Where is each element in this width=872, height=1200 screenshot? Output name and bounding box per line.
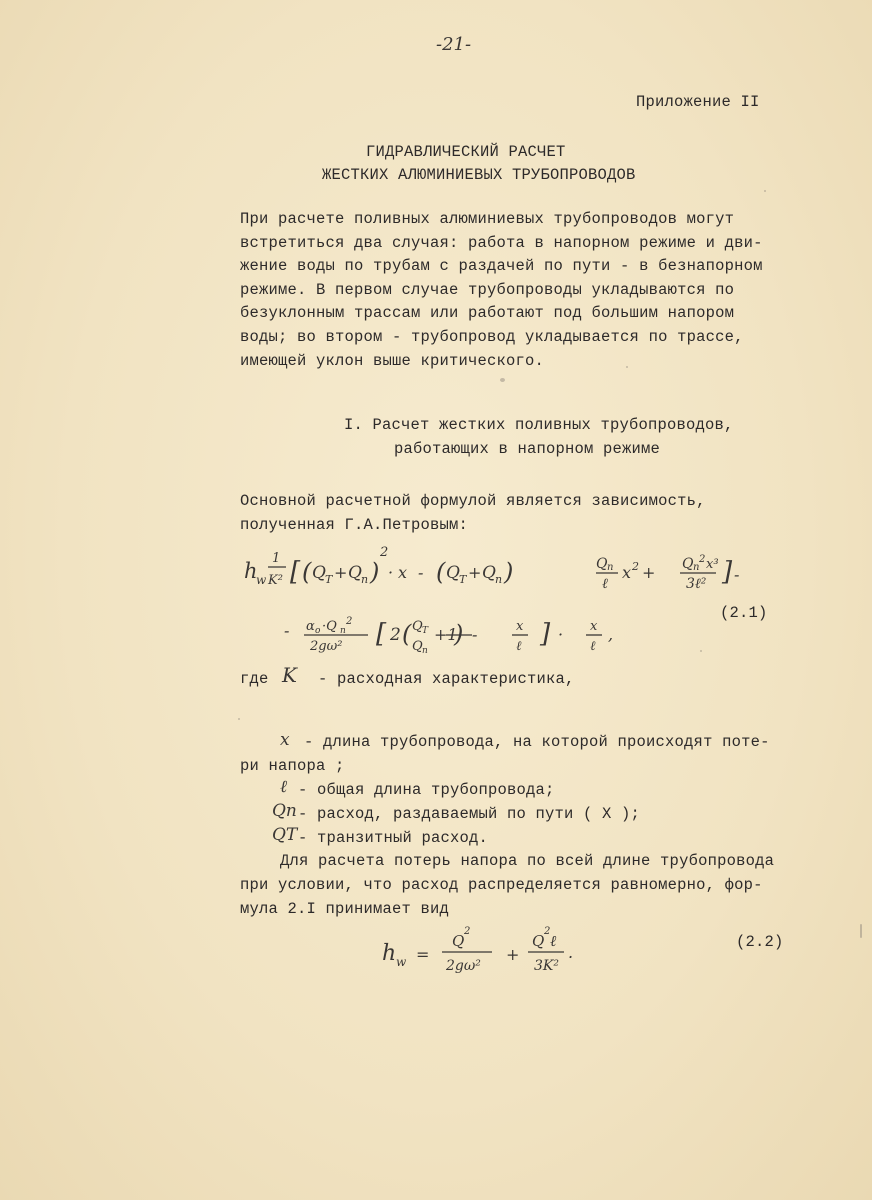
svg-text:+: +	[642, 563, 656, 582]
intro-line: При расчете поливных алюминиевых трубопроводов могут	[240, 210, 735, 228]
svg-text:+: +	[506, 945, 520, 964]
definition-symbol: Qп	[272, 801, 297, 821]
svg-text:[: [	[376, 619, 387, 649]
title-line-2: ЖЕСТКИХ АЛЮМИНИЕВЫХ ТРУБОПРОВОДОВ	[322, 166, 636, 184]
equation-2-2	[378, 920, 608, 990]
closing-line: мула 2.I принимает вид	[240, 900, 450, 918]
svg-text:п: п	[361, 573, 369, 586]
svg-text:Q: Q	[532, 932, 545, 950]
svg-text:Q: Q	[412, 619, 423, 634]
equation-2-2-drawing	[378, 920, 608, 990]
svg-text:п: п	[495, 573, 503, 586]
formula-intro	[240, 490, 800, 537]
intro-line: безуклонным трассам или работают под большим напором	[240, 304, 735, 323]
svg-text:·Q: ·Q	[322, 619, 337, 634]
svg-text:]: ]	[722, 557, 733, 587]
intro-line: встретиться два случая: работа в напорном режиме и дви-	[240, 233, 763, 252]
svg-text:·: ·	[388, 563, 394, 582]
svg-text:): )	[504, 558, 514, 586]
svg-text:Q: Q	[596, 556, 608, 572]
svg-text:x: x	[398, 563, 408, 582]
svg-text:(: (	[302, 558, 312, 586]
svg-text:T: T	[325, 573, 333, 586]
svg-text:2: 2	[390, 625, 401, 645]
svg-text:2: 2	[632, 560, 639, 573]
svg-text:(: (	[436, 558, 446, 586]
svg-text:2: 2	[380, 545, 389, 560]
svg-text:2gω²: 2gω²	[446, 958, 481, 974]
paper-speck	[500, 378, 505, 382]
svg-text:о: о	[315, 626, 321, 636]
svg-text:x: x	[622, 563, 632, 582]
svg-text:,: ,	[608, 625, 614, 644]
svg-text:2: 2	[464, 926, 471, 937]
section-heading-line-1: I. Расчет жестких поливных трубопроводов,	[344, 416, 734, 434]
where-symbol-k: K	[282, 663, 297, 687]
formula-intro-line: Основной расчетной формулой является зависимость,	[240, 492, 706, 510]
definition-text: - общая длина трубопровода;	[298, 781, 555, 799]
equation-2-1	[240, 540, 800, 660]
where-description: - расходная характеристика,	[318, 670, 575, 688]
definition-text: - длина трубопровода, на которой происходят поте-	[304, 733, 770, 751]
definition-text: - транзитный расход.	[298, 829, 489, 847]
svg-text:ℓ: ℓ	[602, 576, 608, 592]
svg-text:-: -	[472, 625, 478, 644]
appendix-label: Приложение II	[636, 93, 760, 111]
svg-text:[: [	[290, 557, 301, 587]
svg-text:w: w	[256, 573, 267, 587]
svg-text:(: (	[402, 620, 412, 648]
svg-text:Q: Q	[452, 932, 465, 950]
title-line-1: ГИДРАВЛИЧЕСКИЙ РАСЧЕТ	[366, 143, 566, 161]
equation-2-1-number: (2.1)	[720, 604, 768, 622]
svg-text:2: 2	[346, 616, 353, 627]
definition-symbol: ℓ	[280, 777, 288, 797]
where-word: где	[240, 670, 269, 688]
intro-line: жение воды по трубам с раздачей по пути - в безнапорном	[240, 257, 763, 276]
paper-speck	[700, 650, 702, 652]
section-heading-line-2: работающих в напорном режиме	[394, 440, 661, 458]
definition-text: - расход, раздаваемый по пути ( X );	[298, 805, 641, 823]
svg-text:Q: Q	[682, 556, 694, 572]
svg-text:): )	[454, 620, 464, 648]
intro-paragraph	[240, 208, 800, 373]
svg-text:x: x	[516, 619, 524, 634]
svg-text:-: -	[418, 563, 424, 582]
paper-speck	[626, 366, 628, 368]
svg-text:+1: +1	[434, 625, 458, 644]
formula-intro-line: полученная Г.А.Петровым:	[240, 515, 469, 534]
svg-text:3K²: 3K²	[534, 958, 559, 974]
intro-line: режиме. В первом случае трубопроводы укладываются по	[240, 280, 735, 299]
svg-text:1: 1	[272, 551, 281, 566]
svg-text:п: п	[422, 646, 428, 656]
paper-speck	[764, 190, 766, 192]
closing-line: при условии, что расход распределяется равномерно, фор-	[240, 876, 763, 894]
svg-text:Q: Q	[348, 563, 362, 583]
svg-text:+: +	[468, 563, 482, 582]
svg-text:h: h	[382, 941, 397, 966]
intro-line: имеющей уклон выше критического.	[240, 351, 545, 370]
svg-text:2: 2	[699, 554, 706, 565]
intro-line: воды; во втором - трубопровод укладывается по трассе,	[240, 327, 744, 346]
svg-text:-: -	[734, 565, 740, 584]
svg-text:п: п	[340, 626, 346, 636]
svg-text:2: 2	[544, 926, 551, 937]
equation-2-1-drawing	[240, 540, 800, 660]
svg-text:=: =	[416, 945, 430, 964]
svg-text:Q: Q	[312, 563, 326, 583]
definition-continuation: ри напора ;	[240, 757, 345, 775]
svg-text:·: ·	[558, 625, 564, 644]
page-number: -21-	[436, 34, 472, 55]
svg-text:+: +	[334, 563, 348, 582]
svg-text:3ℓ²: 3ℓ²	[686, 576, 707, 592]
svg-text:2gω²: 2gω²	[310, 639, 343, 654]
svg-text:ℓ: ℓ	[550, 932, 557, 950]
svg-text:Q: Q	[446, 563, 460, 583]
svg-text:Q: Q	[482, 563, 496, 583]
svg-text:.: .	[568, 943, 574, 962]
svg-text:x³: x³	[706, 557, 719, 572]
svg-text:ℓ: ℓ	[590, 639, 596, 654]
paper-speck	[860, 924, 862, 938]
equation-2-2-number: (2.2)	[736, 933, 784, 951]
svg-text:-: -	[284, 621, 290, 640]
svg-text:T: T	[422, 626, 429, 636]
svg-text:ℓ: ℓ	[516, 639, 522, 654]
svg-text:]: ]	[540, 619, 551, 649]
svg-text:x: x	[590, 619, 598, 634]
svg-text:w: w	[396, 955, 407, 969]
svg-text:K²: K²	[268, 573, 283, 588]
svg-text:п: п	[607, 562, 614, 573]
svg-text:Q: Q	[412, 639, 423, 654]
svg-text:h: h	[244, 559, 258, 583]
svg-text:п: п	[693, 562, 700, 573]
definition-symbol: x	[280, 730, 290, 750]
paper-speck	[238, 718, 240, 720]
svg-text:): )	[370, 558, 380, 586]
svg-text:α: α	[306, 619, 315, 634]
closing-line: Для расчета потерь напора по всей длине трубопровода	[280, 852, 775, 870]
definition-symbol: QT	[272, 825, 298, 845]
svg-text:T: T	[459, 573, 467, 586]
